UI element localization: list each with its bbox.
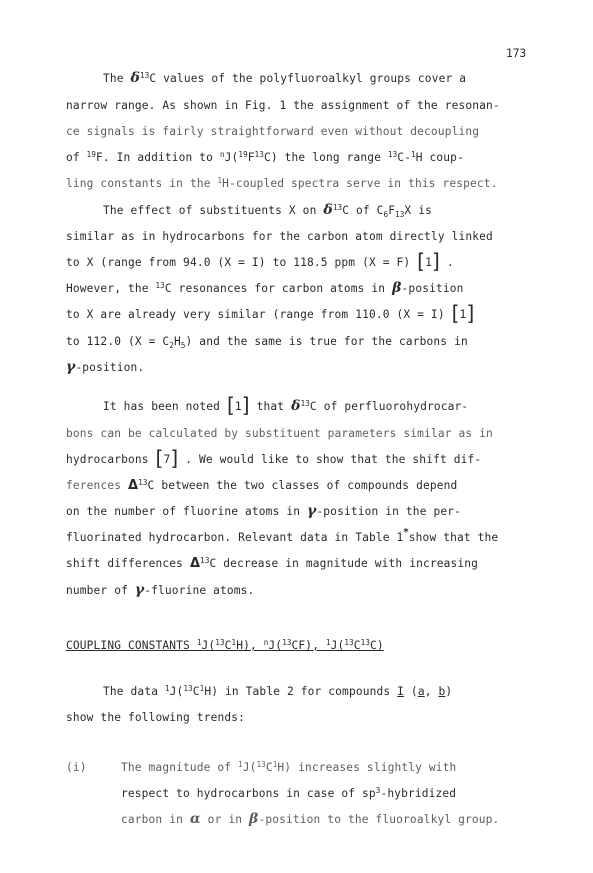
text-line: It has been noted [1] that $\delta^{13}C$ of perfluorohydrocar- <box>103 393 469 417</box>
text-line: The data $^1J(^{13}C^1H)$ in Table 2 for compounds I (a, b) <box>103 684 453 698</box>
text-line: to 112.0 $(X = C_2H_5)$ and the same is true for the carbons in <box>66 335 468 350</box>
reference-number: 7 <box>163 453 171 466</box>
text-line: ce signals is fairly straightforward even without decoupling <box>66 125 480 138</box>
compound-label: I <box>397 685 405 698</box>
beta-symbol: β <box>392 280 402 296</box>
text-line: narrow range. As shown in Fig. 1 the assignment of the resonan- <box>66 99 500 112</box>
beta-symbol: β <box>249 811 259 827</box>
gamma-symbol: γ <box>66 359 76 375</box>
gamma-symbol: γ <box>307 503 317 519</box>
text-line: hydrocarbons [7] . We would like to show that the shift dif- <box>66 446 482 470</box>
alpha-symbol: α <box>189 811 201 827</box>
page-number: 173 <box>506 47 527 60</box>
text-line: respect to hydrocarbons in case of $sp^3$-hybridized <box>121 786 457 800</box>
text-line: The effect of substituents X on $\delta^{13}C$ of $C_6F_{13}X$ is <box>103 202 432 219</box>
text-line: γ-position. <box>66 359 145 375</box>
capital-delta-symbol: Δ <box>189 556 201 571</box>
section-heading: COUPLING CONSTANTS $^1J(^{13}C^1H)$, $^n$J($^{13}$CF), $^1J(^{13}C^{13}C)$ <box>66 638 384 652</box>
gamma-symbol: γ <box>134 582 145 598</box>
delta-symbol: δ <box>130 70 141 86</box>
text-line: ferences $\Delta^{13}C$ between the two classes of compounds depend <box>66 478 458 493</box>
text-line: bons can be calculated by substituent parameters similar as in <box>66 427 493 440</box>
text-line: ling constants in the $^1$H-coupled spectra serve in this respect. <box>66 176 498 190</box>
text-line: number of γ-fluorine atoms. <box>66 582 255 598</box>
text-line: The $\delta^{13}C$ values of the polyfluoroalkyl groups cover a <box>103 70 467 86</box>
text-line: show the following trends: <box>66 711 246 724</box>
compound-label: a <box>417 685 425 698</box>
delta-symbol: δ <box>291 398 301 414</box>
text-line: However, the $^{13}$C resonances for carbon atoms in β-position <box>66 280 464 296</box>
text-line: on the number of fluorine atoms in γ-position in the per- <box>66 503 462 519</box>
capital-delta-symbol: Δ <box>127 478 139 493</box>
reference-number: 1 <box>459 308 467 321</box>
compound-label: b <box>438 685 446 698</box>
text-line: carbon in α or in β-position to the fluoroalkyl group. <box>121 811 500 827</box>
footnote-marker: * <box>403 527 409 538</box>
delta-symbol: δ <box>323 202 333 218</box>
text-line: similar as in hydrocarbons for the carbon atom directly linked <box>66 230 493 243</box>
text-line: The magnitude of $^1J(^{13}C^1H)$ increases slightly with <box>121 760 457 774</box>
text-line: fluorinated hydrocarbon. Relevant data in Table 1*show that the <box>66 527 499 544</box>
text-line: of $^{19}$F. In addition to $^nJ(^{19}F^{13}C)$ the long range $^{13}$C-$^1$H coup- <box>66 150 464 164</box>
text-line: to X are already very similar (range from 110.0 (X = I) [1] <box>66 301 475 325</box>
reference-number: 1 <box>234 400 242 413</box>
text-line: to X (range from 94.0 (X = I) to 118.5 ppm (X = F) [1] . <box>66 249 454 273</box>
list-number: (i) <box>66 761 87 774</box>
text-line: shift differences $\Delta^{13}C$ decrease in magnitude with increasing <box>66 556 479 571</box>
reference-number: 1 <box>425 256 433 269</box>
